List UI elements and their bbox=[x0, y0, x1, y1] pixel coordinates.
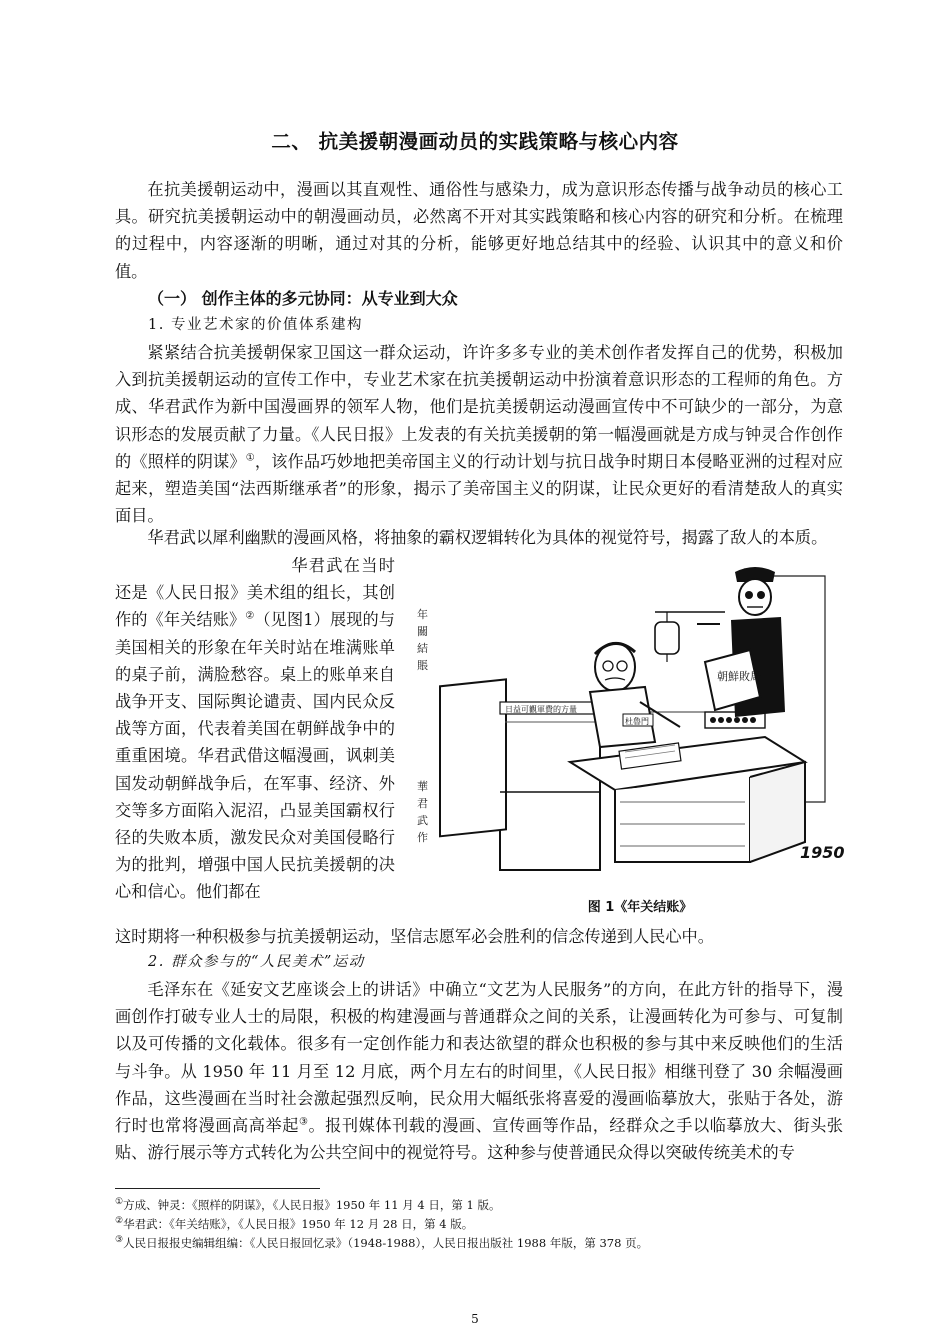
footnotes bbox=[115, 1196, 845, 1253]
paragraph-text: 紧紧结合抗美援朝保家卫国这一群众运动，许许多多专业的美术创作者发挥自己的优势，积极加入到抗美援朝运动的宣传工作中，专业艺术家在抗美援朝运动中扮演着意识形态的工程师的角色。方成、华君武作为新中国漫画界的领军人物，他们是抗美援朝运动漫画宣传中不可缺少的一部分，为意识形态的发展贡献了力量。《人民日报》上发表的有关抗美援朝的第一幅漫画就是方成与钟灵合作创作的《照样的阴谋》 bbox=[115, 343, 843, 471]
heading-creative-subjects: （一） 创作主体的多元协同：从专业到大众 bbox=[148, 289, 458, 308]
footnote-ref-2[interactable]: ② bbox=[245, 611, 255, 623]
cartoon-title-char: 賬 bbox=[417, 659, 428, 672]
footnote-ref-3[interactable]: ③ bbox=[298, 1116, 309, 1128]
footnote-divider bbox=[115, 1188, 320, 1189]
cartoon-figure bbox=[405, 562, 860, 880]
footnote-text: 方成、钟灵：《照样的阴谋》，《人民日报》1950 年 11 月 4 日，第 1 版。 bbox=[123, 1198, 501, 1212]
paragraph-text: ，该作品巧妙地把美帝国主义的行动计划与抗日战争时期日本侵略亚洲的过程对应起来，塑造美国“法西斯继承者”的形象，揭示了美帝国主义的阴谋，让民众更好的看清楚敌人的真实面目。 bbox=[115, 451, 844, 526]
paragraph-text: 毛泽东在《延安文艺座谈会上的讲话》中确立“文艺为人民服务”的方向，在此方针的指导下，漫画创作打破专业人士的局限，积极的构建漫画与普通群众之间的关系，让漫画转化为可参与、可复制以及可传播的文化载体。很多有一定创作能力和表达欲望的群众也积极的参与其中来反映他们的生活与斗争。从 1950 年 11 月至 12 月底，两个月左右的时间里，《人民日报》相继刊登了 30 余幅漫画作品，这些漫画在当时社会激起强烈反响，民众用大幅纸张将喜爱的漫画临摹放大，张贴于各处，游行时也常将漫画高高举起 bbox=[115, 980, 843, 1136]
cartoon-safe bbox=[440, 679, 600, 870]
footnote-ref-1[interactable]: ① bbox=[245, 452, 255, 464]
footnote-3 bbox=[115, 1234, 845, 1253]
subheading-mass-participation: 2. 群众参与的“人民美术”运动 bbox=[148, 954, 365, 970]
cartoon-signature-char: 武 bbox=[417, 814, 428, 827]
cartoon-lamp bbox=[655, 612, 725, 662]
footnote-text: 华君武：《年关结账》，《人民日报》1950 年 12 月 28 日，第 4 版。 bbox=[123, 1217, 474, 1231]
paragraph-text: 华君武在当时还是《人民日报》美术组的组长，其创作的《年关结账》 bbox=[115, 556, 395, 630]
paragraph-hua-junwu-side bbox=[115, 552, 395, 906]
footnote-2 bbox=[115, 1215, 845, 1234]
footnote-mark: ① bbox=[115, 1197, 124, 1208]
section-title: 二、 抗美援朝漫画动员的实践策略与核心内容 bbox=[271, 130, 679, 153]
paragraph-text: 。报刊媒体刊载的漫画、宣传画等作品，经群众之手以临摹放大、街头张贴、游行展示等方式转化为公共空间中的视觉符号。这种参与使普通民众得以突破传统美术的专 bbox=[115, 1116, 843, 1163]
figure-label: 杜魯門 bbox=[625, 717, 649, 726]
cartoon-illustration bbox=[405, 562, 860, 880]
footnote-1 bbox=[115, 1196, 845, 1215]
cartoon-signature-char: 華 bbox=[417, 780, 428, 793]
paragraph-mass-participation bbox=[115, 976, 843, 1166]
cartoon-vertical-title bbox=[417, 607, 428, 672]
paragraph-hua-junwu-lead: 华君武以犀利幽默的漫画风格，将抽象的霸权逻辑转化为具体的视觉符号，揭露了敌人的本质。 bbox=[147, 528, 828, 547]
paragraph-hua-junwu-end: 这时期将一种积极参与抗美援朝运动，坚信志愿军必会胜利的信念传递到人民心中。 bbox=[115, 927, 714, 946]
figure-caption: 图 1《年关结账》 bbox=[587, 900, 693, 915]
subheading-professional-artists: 1. 专业艺术家的价值体系建构 bbox=[148, 317, 363, 333]
page-number: 5 bbox=[471, 1312, 479, 1326]
footnote-mark: ② bbox=[115, 1216, 124, 1227]
cartoon-title-char: 年 bbox=[417, 608, 428, 621]
intro-paragraph: 在抗美援朝运动中，漫画以其直观性、通俗性与感染力，成为意识形态传播与战争动员的核心工具。研究抗美援朝运动中的朝漫画动员，必然离不开对其实践策略和核心内容的研究和分析。在梳理的过程中，内容逐渐的明晰，通过对其的分析，能够更好地总结其中的经验、认识其中的意义和价值。 bbox=[115, 180, 843, 281]
cartoon-signature-char: 作 bbox=[417, 831, 428, 844]
cartoon-title-char: 結 bbox=[417, 642, 428, 655]
cartoon-signature-char: 君 bbox=[417, 797, 428, 810]
safe-label: 日益可觀軍費的方量 bbox=[505, 705, 577, 714]
cartoon-title-char: 關 bbox=[417, 625, 428, 638]
footnote-text: 人民日报报史编辑组编：《人民日报回忆录》（1948-1988），人民日报出版社 1988 年版，第 378 页。 bbox=[123, 1236, 649, 1250]
cartoon-signature bbox=[417, 779, 428, 844]
cartoon-year: 1950 bbox=[800, 843, 845, 862]
cartoon-desk bbox=[570, 737, 805, 862]
paragraph-text: （见图1）展现的与美国相关的形象在年关时站在堆满账单的桌子前，满脸愁容。桌上的账单来自战争开支、国际舆论谴责、国内民众反战等方面，代表着美国在朝鲜战争中的重重困境。华君武借这幅漫画，讽刺美国发动朝鲜战争后，在军事、经济、外交等多方面陷入泥沼，凸显美国霸权行径的失败本质，激发民众对美国侵略行为的批判，增强中国人民抗美援朝的决心和信心。他们都在 bbox=[115, 610, 395, 902]
book-label: 朝鮮敗局 bbox=[717, 670, 761, 683]
paragraph-professional-artists bbox=[115, 339, 843, 529]
footnote-mark: ③ bbox=[115, 1235, 124, 1246]
